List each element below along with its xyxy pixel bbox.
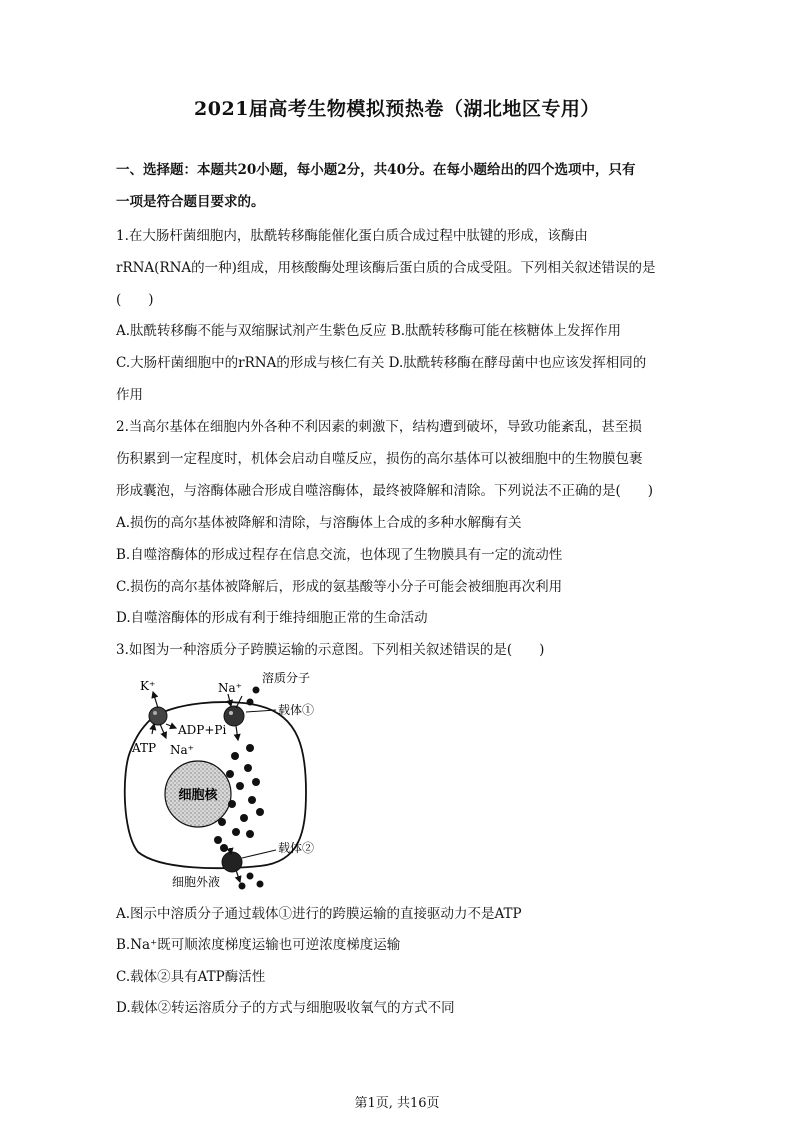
carrier-1-label: 载体① [278,703,315,717]
membrane-transport-diagram [110,672,350,897]
q1-stem-line1: 1.在大肠杆菌细胞内，肽酰转移酶能催化蛋白质合成过程中肽键的形成，该酶由 [116,228,588,244]
sodium-potassium-pump [149,707,167,725]
extracellular-fluid-label: 细胞外液 [172,875,221,889]
q3-option-a: A.图示中溶质分子通过载体①进行的跨膜运输的直接驱动力不是ATP [116,906,522,922]
adp-pi-label: ADP+Pi [178,723,227,737]
q2-option-c: C.损伤的高尔基体被降解后，形成的氨基酸等小分子可能会被细胞再次利用 [116,579,563,595]
na-ion-bottom-label: Na⁺ [170,743,194,757]
q2-option-b: B.自噬溶酶体的形成过程存在信息交流，也体现了生物膜具有一定的流动性 [116,547,563,563]
q3-option-b: B.Na⁺既可顺浓度梯度运输也可逆浓度梯度运输 [116,937,401,953]
section-heading [116,154,686,218]
q1-options-line2: C.大肠杆菌细胞中的rRNA的形成与核仁有关 D.肽酰转移酶在酵母菌中也应该发挥相同的 [116,355,647,371]
q1-stem-line2: rRNA(RNA的一种)组成，用核酸酶处理该酶后蛋白质的合成受阻。下列相关叙述错误的是 [116,260,656,276]
page-title: 2021届高考生物模拟预热卷（湖北地区专用） [194,98,600,120]
na-ion-top-label: Na⁺ [218,681,242,695]
k-ion-label: K⁺ [140,679,156,693]
q2-stem-line3: 形成囊泡，与溶酶体融合形成自噬溶酶体，最终被降解和清除。下列说法不正确的是( ) [116,483,654,499]
nucleus-label: 细胞核 [178,788,218,803]
section-heading-line2: 一项是符合题目要求的。 [116,194,265,210]
carrier-2 [222,852,242,872]
q2-option-d: D.自噬溶酶体的形成有利于维持细胞正常的生命活动 [116,610,428,626]
q1-options-line3: 作用 [116,387,143,403]
carrier-1 [224,706,244,726]
q1-answer-bracket: ( ) [116,292,154,308]
q1-options-line1: A.肽酰转移酶不能与双缩脲试剂产生紫色反应 B.肽酰转移酶可能在核糖体上发挥作用 [116,323,622,339]
solute-molecule-label: 溶质分子 [262,672,311,685]
section-heading-line1: 一、选择题：本题共20小题，每小题2分，共40分。在每小题给出的四个选项中，只有 [116,162,636,178]
q2-option-a: A.损伤的高尔基体被降解和清除，与溶酶体上合成的多种水解酶有关 [116,515,522,531]
q2-stem-line2: 伤积累到一定程度时，机体会启动自噬反应，损伤的高尔基体可以被细胞中的生物膜包裹 [116,451,643,467]
atp-label: ATP [132,741,157,755]
carrier-2-label: 载体② [278,841,315,855]
q3-stem: 3.如图为一种溶质分子跨膜运输的示意图。下列相关叙述错误的是( ) [116,642,545,658]
page-number: 第1页, 共16页 [354,1096,440,1111]
q2-stem-line1: 2.当高尔基体在细胞内外各种不利因素的刺激下，结构遭到破坏，导致功能紊乱，甚至损 [116,419,642,435]
q3-option-c: C.载体②具有ATP酶活性 [116,969,266,985]
q3-option-d: D.载体②转运溶质分子的方式与细胞吸收氧气的方式不同 [116,1000,455,1016]
